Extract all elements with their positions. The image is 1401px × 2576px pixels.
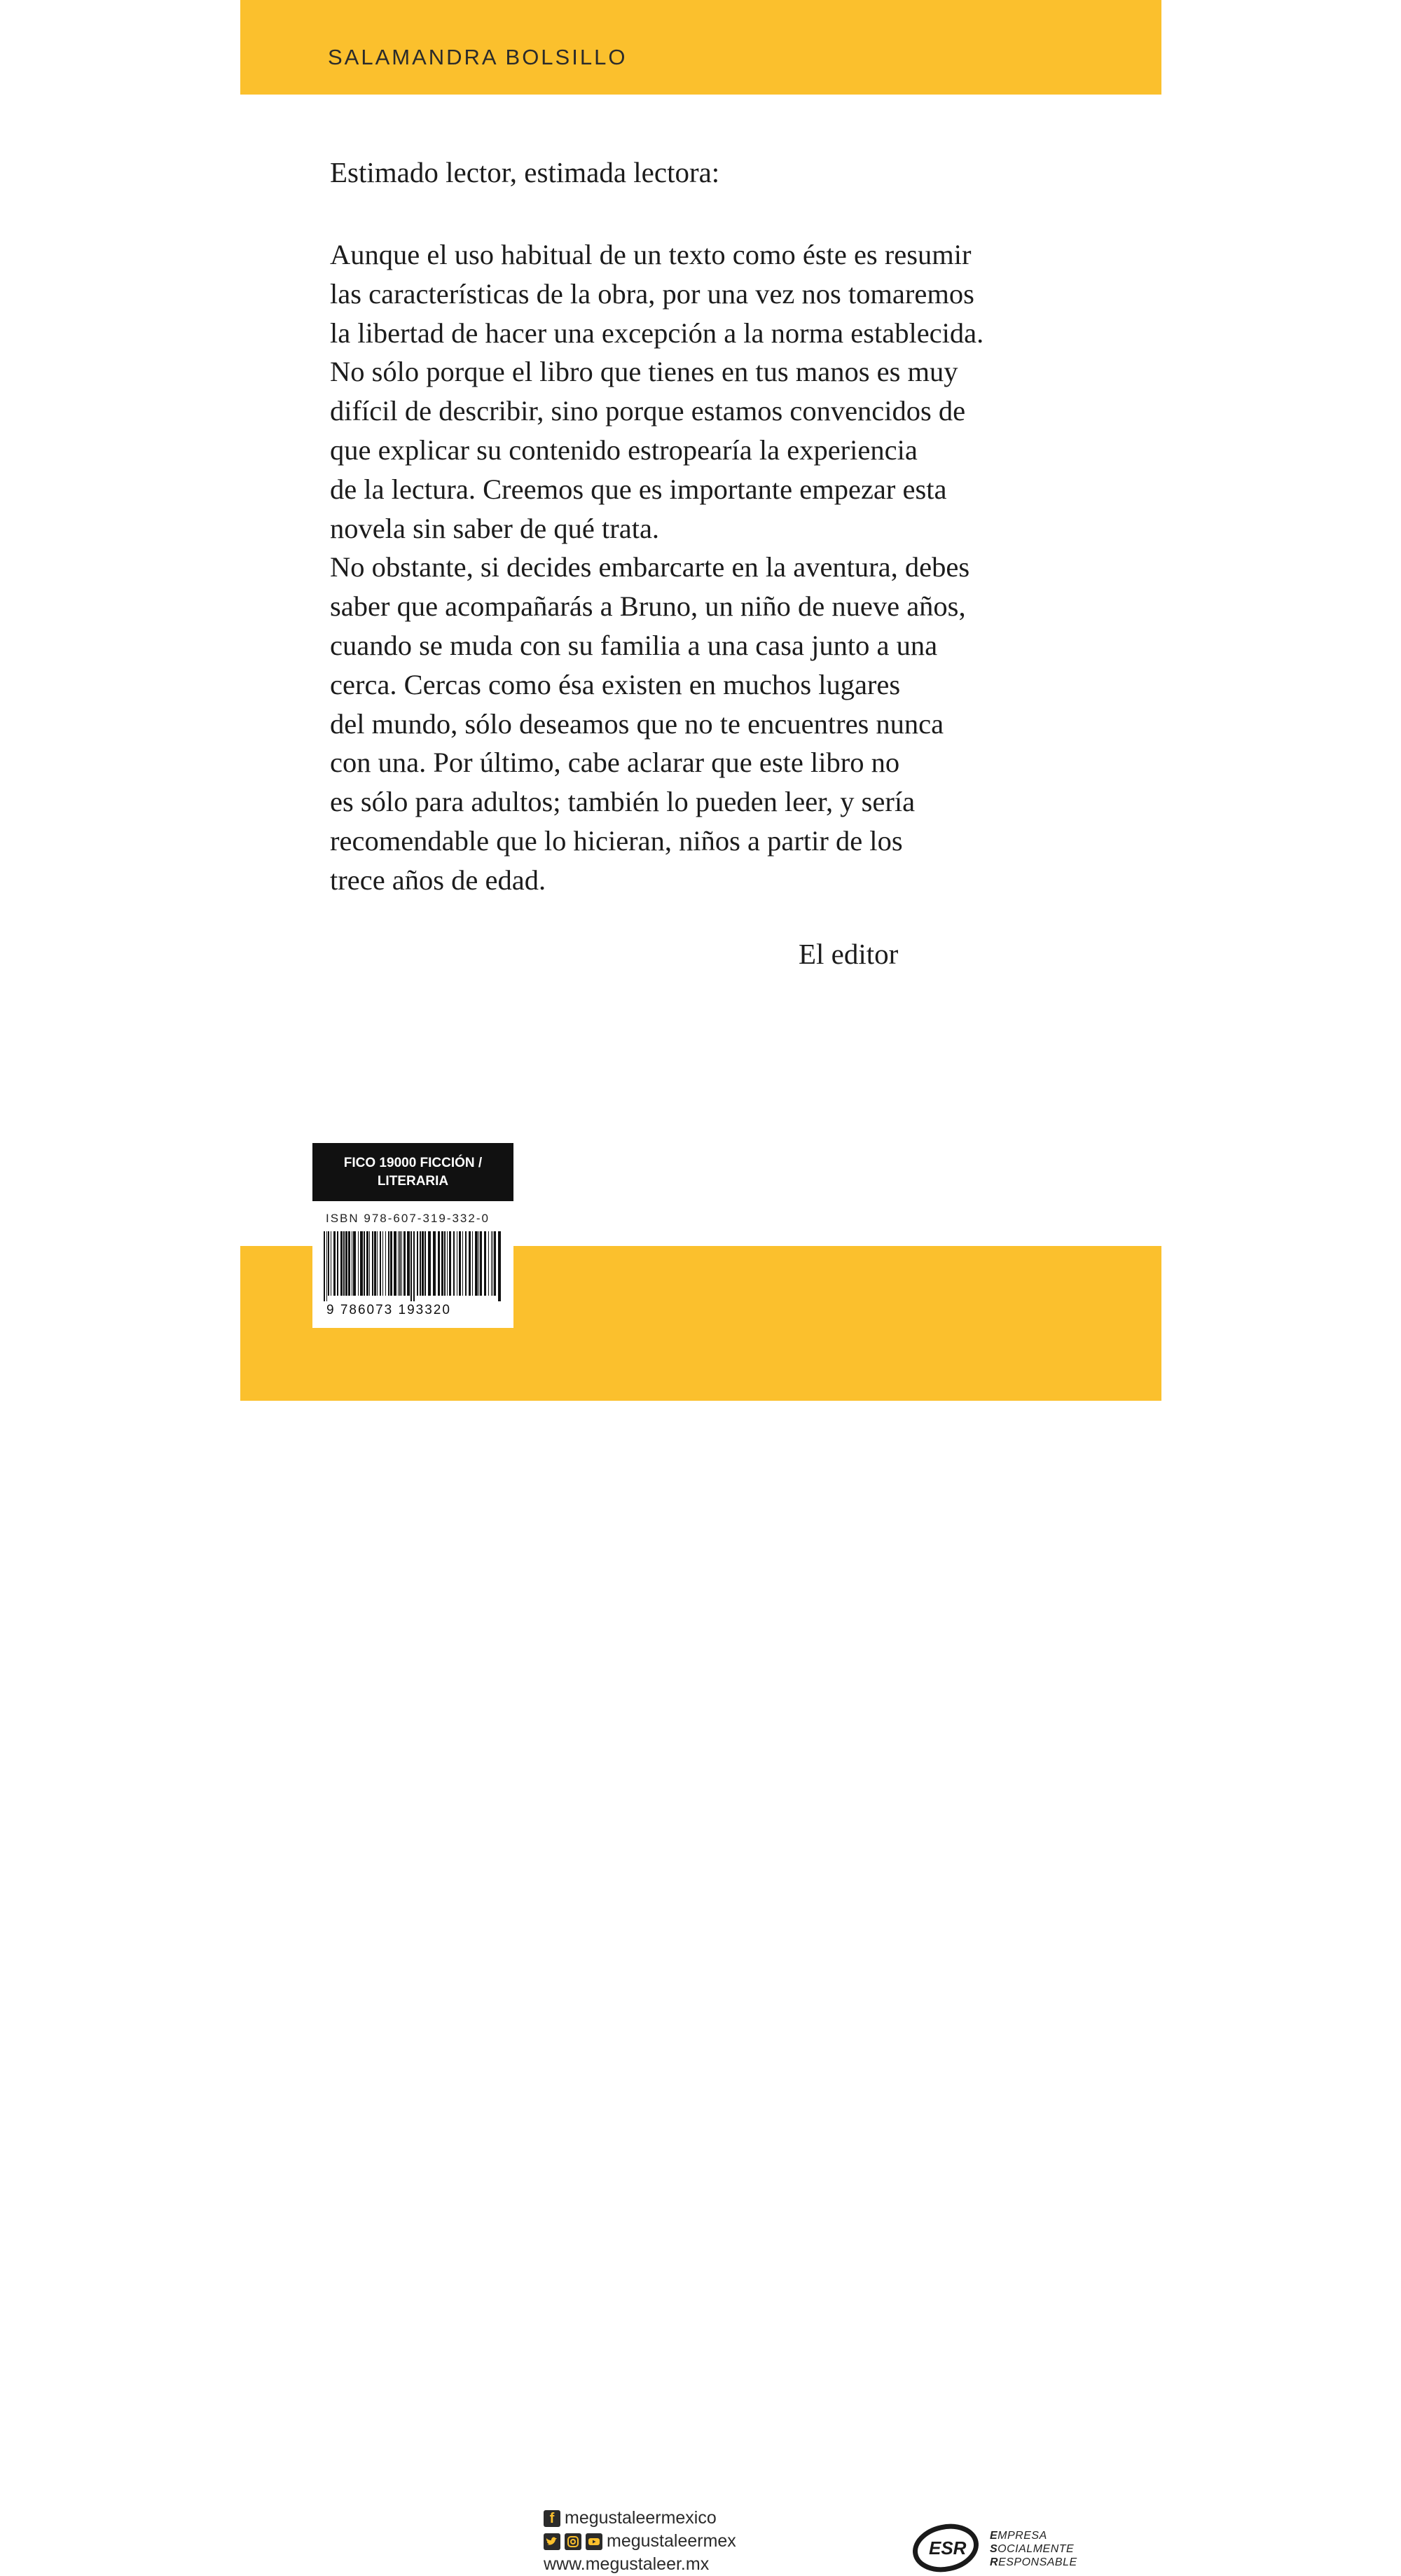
social-row-facebook: [544, 2507, 736, 2530]
barcode-bar: [394, 1231, 396, 1296]
esr-text: EMPRESA SOCIALMENTE RESPONSABLE: [990, 2530, 1077, 2568]
barcode-bar: [403, 1231, 406, 1296]
letter-line: novela sin saber de qué trata.: [330, 512, 660, 544]
esr-logo-icon: [911, 2520, 988, 2576]
facebook-handle[interactable]: megustaleermexico: [565, 2508, 717, 2528]
letter-line: del mundo, sólo deseamos que no te encuentres nunca: [330, 707, 944, 740]
barcode-bar: [374, 1231, 376, 1296]
barcode-bar: [425, 1231, 426, 1296]
social-row-handles: [544, 2530, 736, 2553]
barcode-bar: [407, 1231, 410, 1296]
esr-logo-text: ESR: [929, 2537, 967, 2558]
barcode-bar: [492, 1231, 493, 1296]
letter-signature: El editor: [799, 938, 899, 970]
barcode-bars: [322, 1231, 504, 1301]
barcode-bar: [444, 1231, 446, 1296]
barcode-bar: [326, 1231, 327, 1301]
barcode-bar: [360, 1231, 363, 1296]
barcode-bar: [369, 1231, 370, 1296]
barcode-bar: [358, 1231, 359, 1296]
barcode-bar: [343, 1231, 345, 1296]
barcode-bar: [441, 1231, 443, 1296]
letter-line: difícil de describir, sino porque estamos convencidos de: [330, 395, 966, 427]
barcode-bar: [488, 1231, 489, 1296]
social-row-website: [544, 2553, 736, 2576]
barcode-bar: [333, 1231, 336, 1296]
back-cover: [240, 0, 1161, 2574]
barcode-bar: [462, 1231, 463, 1296]
barcode-bar: [366, 1231, 368, 1296]
social-handles[interactable]: megustaleermex: [607, 2531, 736, 2551]
barcode-bar: [447, 1231, 448, 1296]
barcode-bar: [401, 1231, 402, 1296]
barcode-bar: [372, 1231, 373, 1296]
barcode-bar: [498, 1231, 501, 1301]
barcode-bar: [420, 1231, 421, 1296]
letter-line: es sólo para adultos; también lo pueden leer, y sería: [330, 786, 916, 818]
letter-line: Aunque el uso habitual de un texto como éste es resumir: [330, 239, 972, 270]
top-band: [240, 0, 1161, 95]
barcode-bar: [377, 1231, 378, 1296]
letter-line: con una. Por último, cabe aclarar que este libro no: [330, 747, 900, 779]
series-name: SALAMANDRA BOLSILLO: [328, 45, 628, 69]
letter-line: No sólo porque el libro que tienes en tus manos es muy: [330, 356, 958, 388]
barcode-bar: [345, 1231, 347, 1296]
letter-line: No obstante, si decides embarcarte en la aventura, debes: [330, 551, 970, 583]
barcode-bar: [438, 1231, 440, 1296]
barcode-bar: [328, 1231, 329, 1296]
barcode-bar: [385, 1231, 386, 1296]
barcode-bar: [472, 1231, 473, 1296]
barcode-bar: [340, 1231, 343, 1296]
barcode-bar: [413, 1231, 415, 1301]
letter-line: de la lectura. Creemos que es importante empezar esta: [330, 473, 947, 505]
esr-badge: [911, 2520, 1121, 2576]
barcode: [312, 1227, 513, 1328]
barcode-bar: [337, 1231, 338, 1296]
barcode-bar: [364, 1231, 365, 1296]
barcode-bar: [465, 1231, 467, 1296]
barcode-bar: [475, 1231, 478, 1296]
barcode-bar: [422, 1231, 424, 1296]
letter-line: recomendable que lo hicieran, niños a partir de los: [330, 824, 903, 857]
letter-line: cuando se muda con su familia a una casa junto a una: [330, 629, 938, 661]
barcode-bar: [478, 1231, 479, 1296]
barcode-bar: [353, 1231, 356, 1296]
letter-body: [330, 235, 984, 900]
website-link[interactable]: www.megustaleer.mx: [544, 2554, 710, 2574]
barcode-bar: [382, 1231, 383, 1296]
category-line-2: LITERARIA: [377, 1173, 449, 1189]
barcode-bar: [324, 1231, 325, 1301]
barcode-digits: 9 786073 193320: [326, 1303, 451, 1317]
category-label: [312, 1143, 513, 1201]
barcode-bar: [491, 1231, 492, 1296]
isbn-label: ISBN 978-607-319-332-0: [326, 1212, 490, 1225]
barcode-bar: [399, 1231, 401, 1296]
twitter-icon: [544, 2533, 560, 2550]
social-links: [544, 2507, 736, 2576]
facebook-icon: f: [544, 2510, 560, 2527]
letter-line: cerca. Cercas como ésa existen en muchos lugares: [330, 668, 901, 700]
barcode-bar: [398, 1231, 399, 1296]
barcode-bar: [459, 1231, 461, 1296]
barcode-bar: [484, 1231, 486, 1296]
barcode-bar: [417, 1231, 418, 1296]
barcode-bar: [453, 1231, 455, 1296]
letter-salutation: Estimado lector, estimada lectora:: [330, 156, 720, 188]
barcode-bar: [410, 1231, 412, 1301]
letter-line: saber que acompañarás a Bruno, un niño de nueve años,: [330, 590, 966, 623]
category-line-1: FICO 19000 FICCIÓN /: [343, 1155, 483, 1170]
instagram-icon: [565, 2533, 581, 2550]
barcode-bar: [348, 1231, 350, 1296]
barcode-bar: [469, 1231, 471, 1296]
letter-line: que explicar su contenido estropearía la experiencia: [330, 434, 918, 466]
barcode-bar: [449, 1231, 451, 1296]
letter-line: trece años de edad.: [330, 864, 546, 896]
barcode-bar: [433, 1231, 436, 1296]
barcode-bar: [480, 1231, 482, 1296]
letter-line: las características de la obra, por una vez nos tomaremos: [330, 277, 974, 310]
barcode-bar: [428, 1231, 431, 1296]
barcode-bar: [390, 1231, 392, 1296]
barcode-bar: [380, 1231, 381, 1296]
youtube-icon: [586, 2533, 602, 2550]
letter-line: la libertad de hacer una excepción a la norma establecida.: [330, 317, 984, 349]
barcode-bar: [388, 1231, 389, 1296]
barcode-bar: [494, 1231, 496, 1296]
